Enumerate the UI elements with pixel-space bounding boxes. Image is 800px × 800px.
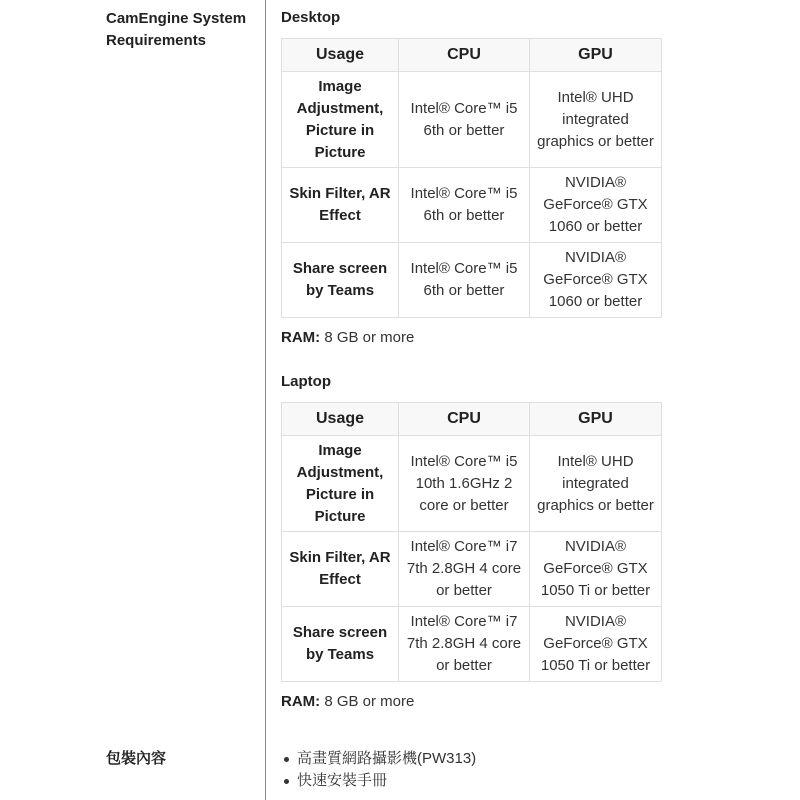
usage-cell: Share screen by Teams <box>282 243 399 318</box>
table-header-row <box>282 39 662 72</box>
requirements-content <box>281 8 681 712</box>
header-cpu: CPU <box>399 39 530 72</box>
usage-cell: Skin Filter, AR Effect <box>282 532 399 607</box>
header-gpu: GPU <box>530 39 662 72</box>
header-usage: Usage <box>282 39 399 72</box>
ram-label: RAM: <box>281 329 321 346</box>
desktop-title: Desktop <box>281 9 341 26</box>
laptop-ram <box>281 692 681 712</box>
header-usage: Usage <box>282 403 399 436</box>
desktop-ram <box>281 328 681 348</box>
table-row <box>282 532 662 607</box>
table-row <box>282 607 662 682</box>
cpu-cell: Intel® Core™ i5 6th or better <box>399 72 530 168</box>
gpu-cell: NVIDIA® GeForce® GTX 1060 or better <box>530 243 662 318</box>
usage-cell: Image Adjustment, Picture in Picture <box>282 72 399 168</box>
desktop-table <box>281 38 662 318</box>
laptop-table <box>281 402 662 682</box>
gpu-cell: Intel® UHD integrated graphics or better <box>530 72 662 168</box>
cpu-cell: Intel® Core™ i5 10th 1.6GHz 2 core or better <box>399 436 530 532</box>
package-label: 包裝內容 <box>106 750 167 767</box>
list-item: 高畫質網路攝影機(PW313) <box>281 748 681 770</box>
laptop-title: Laptop <box>281 373 331 390</box>
header-cpu: CPU <box>399 403 530 436</box>
cpu-cell: Intel® Core™ i5 6th or better <box>399 243 530 318</box>
cpu-cell: Intel® Core™ i7 7th 2.8GH 4 core or better <box>399 607 530 682</box>
package-list <box>281 748 681 792</box>
gpu-cell: NVIDIA® GeForce® GTX 1060 or better <box>530 168 662 243</box>
table-row <box>282 243 662 318</box>
ram-value: 8 GB or more <box>320 693 415 710</box>
header-gpu: GPU <box>530 403 662 436</box>
table-row <box>282 168 662 243</box>
requirements-label: CamEngine System Requirements <box>106 10 247 49</box>
cpu-cell: Intel® Core™ i7 7th 2.8GH 4 core or better <box>399 532 530 607</box>
list-item: 快速安裝手冊 <box>281 770 681 792</box>
gpu-cell: NVIDIA® GeForce® GTX 1050 Ti or better <box>530 532 662 607</box>
usage-cell: Share screen by Teams <box>282 607 399 682</box>
cpu-cell: Intel® Core™ i5 6th or better <box>399 168 530 243</box>
ram-value: 8 GB or more <box>320 329 415 346</box>
ram-label: RAM: <box>281 693 321 710</box>
usage-cell: Image Adjustment, Picture in Picture <box>282 436 399 532</box>
table-row <box>282 72 662 168</box>
gpu-cell: NVIDIA® GeForce® GTX 1050 Ti or better <box>530 607 662 682</box>
column-divider <box>265 0 266 800</box>
gpu-cell: Intel® UHD integrated graphics or better <box>530 436 662 532</box>
usage-cell: Skin Filter, AR Effect <box>282 168 399 243</box>
package-content <box>281 748 681 792</box>
table-header-row <box>282 403 662 436</box>
table-row <box>282 436 662 532</box>
